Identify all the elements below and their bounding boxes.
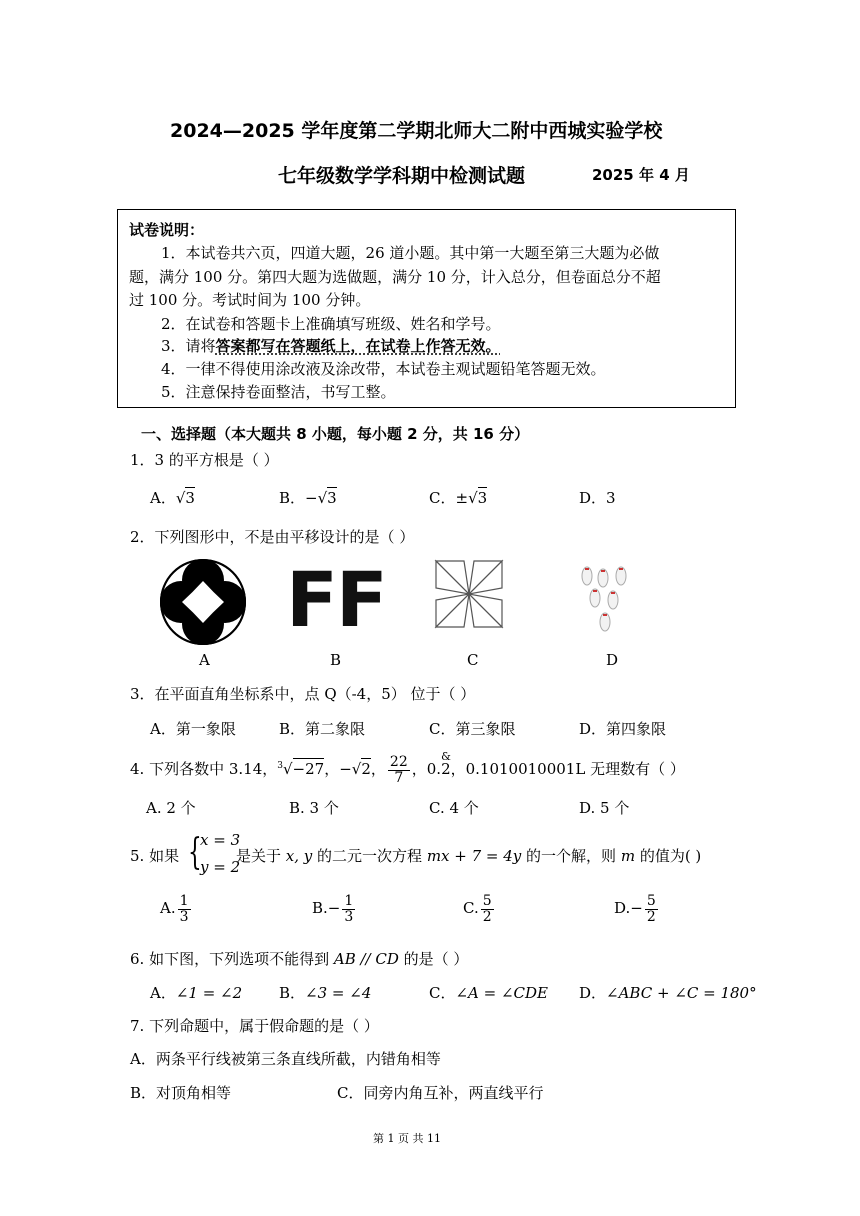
exam-subtitle: 七年级数学学科期中检测试题 [278, 165, 526, 187]
q6-b-label: B． [279, 984, 306, 1002]
q5-b-frac [342, 894, 355, 924]
q6-option-c [429, 982, 548, 1003]
q4-stem: 4. 下列各数中 3.14，$^3$√−27，−√2， $\frac{22}{7}$ ，0. & 2，0.1010010001L 无理数有（ ） [130, 750, 685, 786]
instruction-3 [161, 335, 501, 356]
instruction-2: 2．在试卷和答题卡上准确填写班级、姓名和学号。 [161, 315, 501, 333]
q2-label-a: A [199, 651, 210, 669]
q5-equation: mx + 7 = 4y [426, 847, 522, 865]
page-title: 2024—2025 学年度第二学期北师大二附中西城实验学校 [170, 120, 663, 142]
q1-c-sign: ± [455, 489, 469, 507]
q4-fraction [388, 755, 410, 785]
q7-stem: 7. 下列命题中，属于假命题的是（ ） [130, 1017, 379, 1035]
q1-stem: 1．3 的平方根是（ ） [130, 451, 279, 469]
exam-date: 2025 年 4 月 [592, 166, 690, 184]
q3-option-a: A．第一象限 [150, 720, 236, 738]
instruction-1-line1: 1．本试卷共六页，四道大题，26 道小题。其中第一大题至第三大题为必做 [161, 244, 660, 262]
q1-b-sign: − [305, 489, 318, 507]
instruction-1-line3: 过 100 分。考试时间为 100 分钟。 [129, 291, 371, 309]
q6-option-a [150, 982, 242, 1003]
q4-sep2: ， [370, 760, 386, 779]
q6-c-label: C． [429, 984, 456, 1002]
q6-option-d [579, 982, 757, 1003]
q4-frac-num: 22 [389, 754, 408, 770]
q3-option-c: C．第三象限 [429, 720, 516, 738]
q5-eq1: x = 3 [200, 831, 241, 849]
q5-eq2: y = 2 [200, 858, 241, 876]
q5-prefix: 5. 如果 [130, 847, 180, 865]
q5-b-sign: − [327, 899, 341, 918]
q6-a-math: ∠1 = ∠2 [175, 984, 243, 1002]
q2-label-b: B [330, 651, 342, 669]
q1-option-c: C．±√3 [429, 489, 488, 507]
q6-a-label: A． [150, 984, 176, 1002]
q5-c-frac [481, 894, 494, 924]
q4-sep3: ，0. [411, 760, 442, 779]
q2-label-c: C [467, 651, 479, 669]
q1-b-label: B． [279, 489, 306, 507]
q4-sqrt2: 2 [361, 760, 371, 779]
q4-sep1: ， [324, 760, 340, 779]
q4-cube-radicand: −27 [292, 760, 325, 779]
q6-stem-pre: 6. 如下图，下列选项不能得到 [130, 950, 334, 968]
q5-brace: { [188, 832, 202, 873]
q5-d-label: D. [614, 899, 631, 918]
q6-stem-post: 的是（ ） [398, 950, 469, 968]
q5-tail: 的值为( ) [635, 847, 702, 865]
q4-option-a: A. 2 个 [146, 799, 196, 817]
instruction-4: 4．一律不得使用涂改液及涂改带，本试卷主观试题铅笔答题无效。 [161, 360, 606, 378]
q7-option-c: C．同旁内角互补，两直线平行 [337, 1084, 544, 1102]
q4-digit: 2 [441, 760, 451, 779]
q2-figure-d [577, 556, 637, 636]
q5-stem [236, 845, 701, 866]
q5-c-num: 5 [482, 893, 492, 909]
q1-option-a: A．√3 [150, 489, 195, 507]
q5-c-label: C. [463, 899, 479, 918]
q4-neg: − [339, 760, 352, 779]
q6-d-label: D． [579, 984, 607, 1002]
q7-option-a: A．两条平行线被第三条直线所截，内错角相等 [130, 1050, 441, 1068]
q5-d-num: 5 [646, 893, 656, 909]
q3-stem: 3．在平面直角坐标系中，点 Q（-4，5） 位于（ ） [130, 685, 476, 703]
q5-d-den: 2 [646, 908, 656, 925]
q5-m: m [620, 847, 636, 865]
q1-c-radicand: 3 [477, 489, 488, 507]
q5-option-d [614, 894, 660, 924]
instruction-1-line2: 题，满分 100 分。第四大题为选做题，满分 10 分，计入总分，但卷面总分不超 [129, 268, 661, 286]
q4-repeat-dot: & [441, 750, 451, 764]
q5-a-den: 3 [179, 908, 189, 925]
q5-mid: 是关于 [236, 847, 286, 865]
page-footer: 第 1 页 共 11 [373, 1132, 441, 1145]
q1-b-radicand: 3 [327, 489, 337, 507]
q3-option-d: D．第四象限 [579, 720, 667, 738]
q5-mid3: 的一个解，则 [521, 847, 621, 865]
q2-figure-b: FF [286, 555, 386, 644]
q5-option-c [463, 894, 496, 924]
q6-stem [130, 948, 468, 969]
q2-figure-a [158, 558, 248, 646]
q6-stem-math: AB // CD [333, 950, 399, 968]
q5-d-sign: − [630, 899, 643, 918]
q5-d-frac [645, 894, 658, 924]
q1-option-b: B．−√3 [279, 489, 337, 507]
q1-a-label: A． [150, 489, 176, 507]
q6-b-math: ∠3 = ∠4 [305, 984, 372, 1002]
q6-option-b [279, 982, 371, 1003]
q1-option-d: D．3 [579, 489, 616, 507]
q4-option-d: D. 5 个 [579, 799, 630, 817]
q5-mid2: 的二元一次方程 [312, 847, 427, 865]
q4-option-b: B. 3 个 [289, 799, 339, 817]
q4-tail: ，0.1010010001L 无理数有（ ） [450, 760, 685, 779]
q5-b-den: 3 [344, 908, 354, 925]
q2-stem: 2．下列图形中，不是由平移设计的是（ ） [130, 528, 415, 546]
q5-vars: x, y [285, 847, 313, 865]
q2-label-d: D [606, 651, 619, 669]
instructions-heading: 试卷说明： [129, 221, 205, 239]
q4-prefix: 4. 下列各数中 3.14， [130, 760, 278, 779]
q7-option-b: B．对顶角相等 [130, 1084, 232, 1102]
q4-cube-index: 3 [277, 761, 283, 772]
q1-c-label: C． [429, 489, 456, 507]
q4-frac-den: 7 [394, 769, 404, 786]
q5-option-a [160, 894, 193, 924]
q1-a-radicand: 3 [185, 489, 195, 507]
q6-c-math: ∠A = ∠CDE [455, 984, 549, 1002]
q6-d-math: ∠ABC + ∠C = 180° [606, 984, 757, 1002]
q2-figure-c [434, 558, 504, 630]
section-title: 一、选择题（本大题共 8 小题，每小题 2 分，共 16 分） [141, 425, 530, 443]
instruction-5: 5．注意保持卷面整洁，书写工整。 [161, 383, 396, 401]
q4-repeating-digit [441, 750, 451, 779]
q3-option-b: B．第二象限 [279, 720, 366, 738]
instruction-3-emphasis: 答案都写在答题纸上，在试卷上作答无效。 [215, 337, 501, 355]
q5-a-label: A. [160, 899, 176, 918]
q5-option-b [312, 894, 357, 924]
instruction-3-prefix: 3．请将 [161, 337, 216, 355]
q5-b-num: 1 [344, 893, 354, 909]
q5-c-den: 2 [482, 908, 492, 925]
q5-a-frac [178, 894, 191, 924]
q5-a-num: 1 [179, 893, 189, 909]
q5-b-label: B. [312, 899, 328, 918]
q4-option-c: C. 4 个 [429, 799, 479, 817]
